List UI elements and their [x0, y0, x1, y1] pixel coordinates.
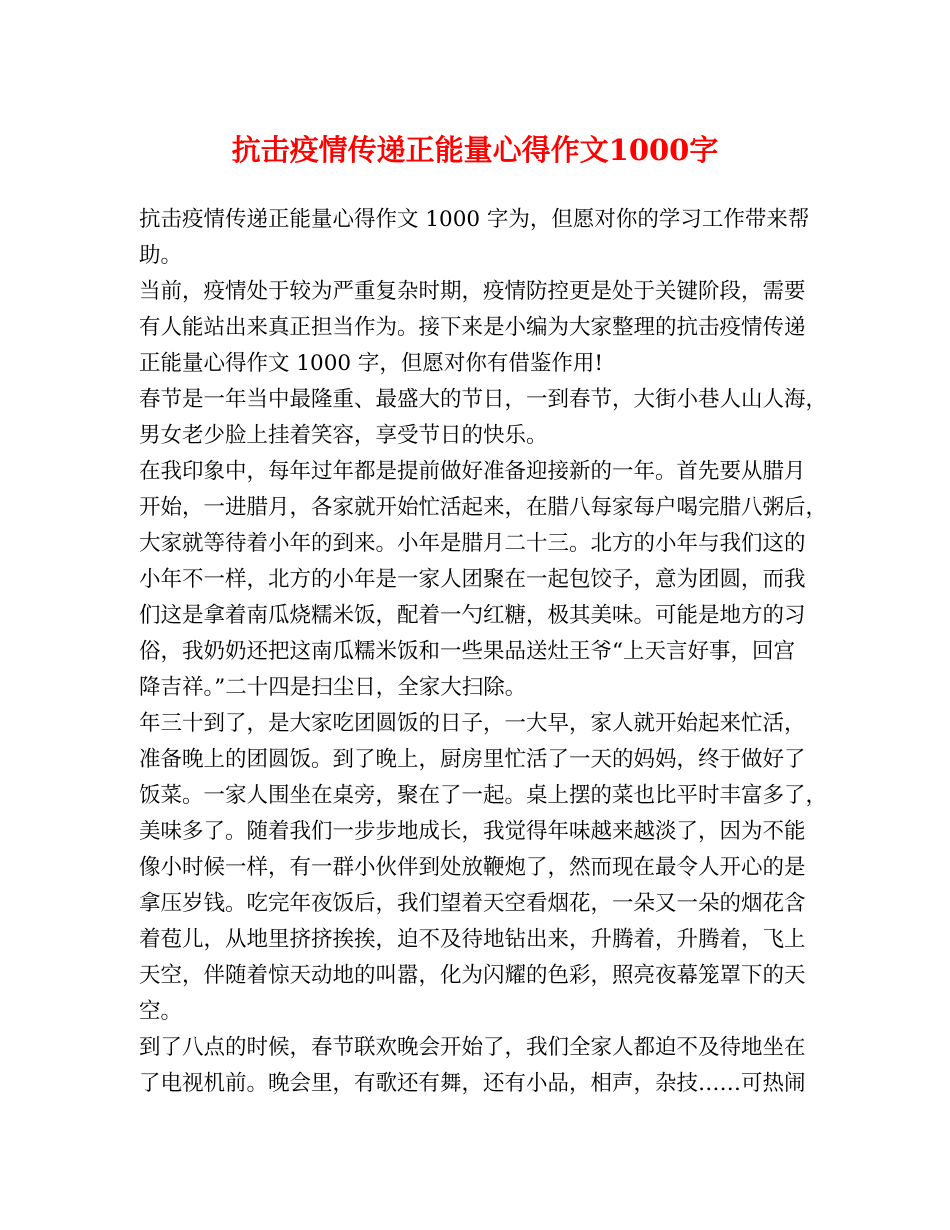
body-line: 大家就等待着小年的到来。小年是腊月二十三。北方的小年与我们这的 [139, 531, 806, 556]
body-line: 像小时候一样，有一群小伙伴到处放鞭炮了，然而现在最令人开心的是 [139, 855, 806, 880]
body-line: 当前，疫情处于较为严重复杂时期，疫情防控更是处于关键阶段，需要 [139, 279, 806, 304]
body-line: 了电视机前。晚会里，有歌还有舞，还有小品，相声，杂技……可热闹 [139, 1071, 806, 1096]
body-line: 春节是一年当中最隆重、最盛大的节日，一到春节，大街小巷人山人海， [139, 387, 828, 412]
body-line: 在我印象中，每年过年都是提前做好准备迎接新的一年。首先要从腊月 [139, 459, 806, 484]
body-line: 小年不一样，北方的小年是一家人团聚在一起包饺子，意为团圆，而我 [139, 567, 806, 592]
body-line: 准备晚上的团圆饭。到了晚上，厨房里忙活了一天的妈妈，终于做好了 [139, 747, 806, 772]
body-line: 年三十到了，是大家吃团圆饭的日子，一大早，家人就开始起来忙活， [139, 711, 806, 736]
body-line: 俗，我奶奶还把这南瓜糯米饭和一些果品送灶王爷“上天言好事，回宫 [139, 639, 795, 664]
body-line: 降吉祥。”二十四是扫尘日，全家大扫除。 [139, 675, 527, 700]
document-body [139, 202, 829, 1102]
body-line: 着苞儿，从地里挤挤挨挨，迫不及待地钻出来，升腾着，升腾着，飞上 [139, 927, 806, 952]
body-line: 到了八点的时候，春节联欢晚会开始了，我们全家人都迫不及待地坐在 [139, 1035, 806, 1060]
document-title: 抗击疫情传递正能量心得作文1000字 [231, 133, 719, 167]
body-line: 美味多了。随着我们一步步地成长，我觉得年味越来越淡了，因为不能 [139, 819, 806, 844]
body-line: 拿压岁钱。吃完年夜饭后，我们望着天空看烟花，一朵又一朵的烟花含 [139, 891, 806, 916]
body-line: 助。 [139, 243, 183, 268]
body-line: 男女老少脸上挂着笑容，享受节日的快乐。 [139, 423, 548, 448]
body-line: 饭菜。一家人围坐在桌旁，聚在了一起。桌上摆的菜也比平时丰富多了， [139, 783, 828, 808]
body-line: 抗击疫情传递正能量心得作文 1000 字为，但愿对你的学习工作带来帮 [139, 207, 810, 232]
body-line: 正能量心得作文 1000 字，但愿对你有借鉴作用! [139, 351, 604, 376]
body-line: 有人能站出来真正担当作为。接下来是小编为大家整理的抗击疫情传递 [139, 315, 806, 340]
body-line: 空。 [139, 999, 183, 1024]
body-line: 们这是拿着南瓜烧糯米饭，配着一勺红糖，极其美味。可能是地方的习 [139, 603, 806, 628]
body-line: 天空，伴随着惊天动地的叫嚣，化为闪耀的色彩，照亮夜幕笼罩下的天 [139, 963, 806, 988]
body-line: 开始，一进腊月，各家就开始忙活起来，在腊八每家每户喝完腊八粥后， [139, 495, 828, 520]
